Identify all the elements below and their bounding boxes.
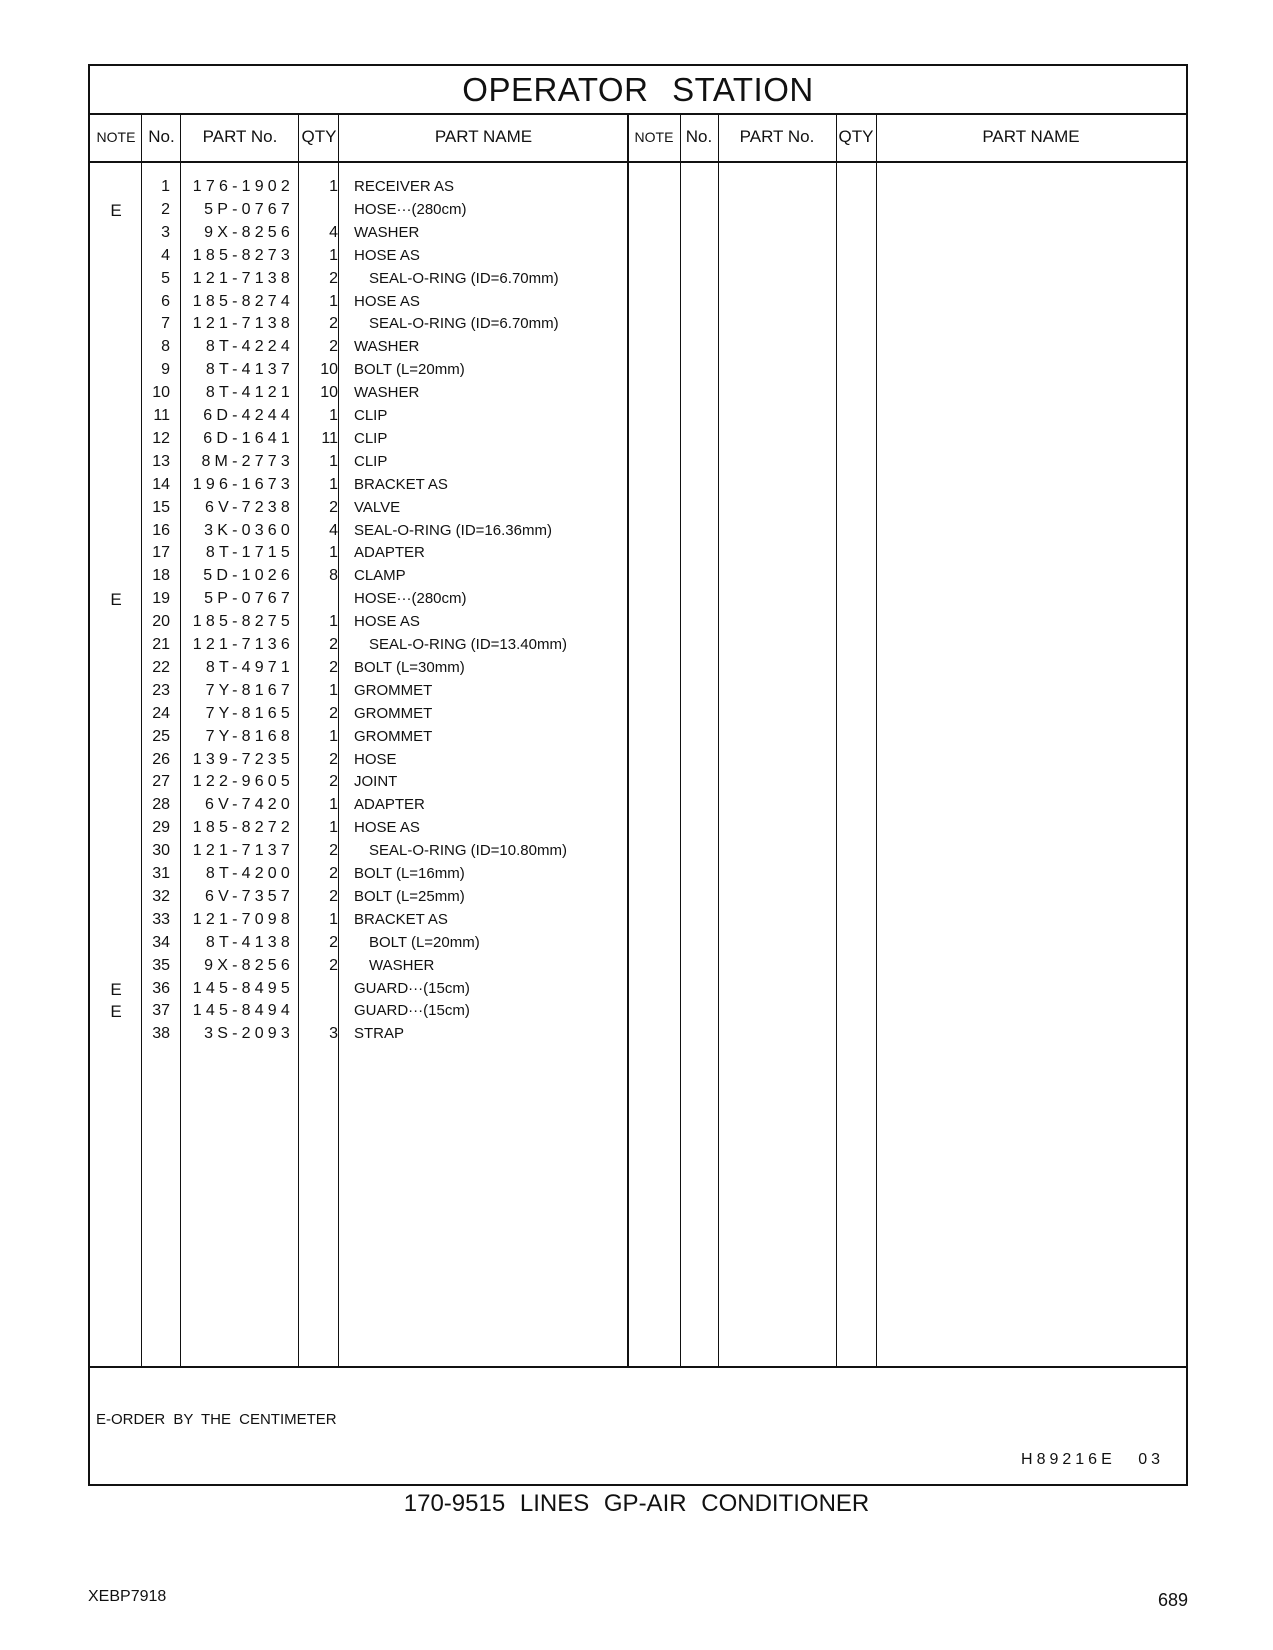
row-number: 23 (152, 681, 170, 699)
row-part-number: 7Y-8165 (205, 704, 294, 722)
row-part-number: 9X-8256 (204, 956, 294, 974)
page-title: OPERATOR STATION (90, 66, 1186, 115)
row-part-name: JOINT (354, 773, 398, 791)
row-part-name: BRACKET AS (354, 910, 448, 928)
row-part-number: 8T-4971 (205, 658, 294, 676)
figure-caption: 170-9515 LINES GP-AIR CONDITIONER (403, 1490, 870, 1517)
row-part-name: SEAL-O-RING (ID=6.70mm) (369, 269, 559, 287)
row-part-number: 6V-7357 (204, 887, 294, 905)
row-part-name: WASHER (369, 956, 435, 974)
row-part-number: 3S-2093 (204, 1025, 294, 1043)
row-quantity: 2 (329, 773, 338, 791)
table-row (90, 659, 650, 682)
row-part-number: 185-8272 (192, 819, 294, 837)
drawing-code: H89216E 03 (1021, 1451, 1164, 1468)
row-quantity: 2 (329, 636, 338, 653)
row-part-name: HOSE AS (354, 613, 420, 631)
row-number: 2 (161, 200, 170, 218)
row-part-number: 8T-4121 (205, 384, 294, 402)
row-quantity: 2 (329, 658, 338, 676)
row-note: E (110, 1002, 122, 1022)
table-row (90, 499, 650, 522)
row-number: 30 (152, 842, 170, 860)
row-part-name: HOSE AS (354, 246, 420, 264)
row-part-number: 8T-4138 (205, 933, 294, 951)
row-part-number: 185-8275 (192, 613, 294, 631)
row-number: 19 (152, 590, 170, 608)
row-part-number: 185-8273 (192, 246, 294, 264)
header-qty-left: QTY (301, 127, 337, 146)
row-quantity: 2 (329, 750, 338, 768)
row-part-name: GROMMET (354, 704, 433, 722)
row-part-name: CLIP (354, 429, 388, 447)
header-qty-right: QTY (838, 127, 874, 146)
row-quantity: 1 (329, 292, 338, 310)
table-row (90, 751, 650, 774)
row-part-name: WASHER (354, 338, 420, 356)
row-part-number: 5D-1026 (203, 567, 294, 585)
row-part-name: GROMMET (354, 727, 433, 745)
row-part-name: BOLT (L=30mm) (354, 658, 465, 676)
table-row (90, 270, 650, 293)
page-number: 689 (1157, 1590, 1188, 1610)
table-row (90, 1025, 650, 1048)
table-row (90, 773, 650, 796)
row-quantity: 2 (329, 338, 338, 356)
row-quantity: 1 (329, 819, 338, 837)
row-quantity: 1 (329, 681, 338, 699)
header-partno-right: PART No. (739, 127, 815, 146)
row-number: 18 (152, 567, 170, 585)
header-partno-left: PART No. (202, 127, 278, 146)
row-quantity: 1 (329, 544, 338, 562)
table-row (90, 705, 650, 728)
row-part-name: HOSE (354, 750, 397, 768)
row-part-name: ADAPTER (354, 796, 425, 814)
row-number: 20 (152, 613, 170, 631)
table-row (90, 293, 650, 316)
row-quantity: 8 (329, 567, 338, 585)
table-row (90, 865, 650, 888)
header-note-left: NOTE (96, 129, 136, 145)
table-row (90, 911, 650, 934)
row-number: 4 (161, 246, 170, 264)
table-row (90, 819, 650, 842)
row-part-number: 5P-0767 (204, 590, 294, 608)
row-quantity: 2 (329, 498, 338, 516)
row-number: 21 (152, 636, 170, 653)
row-part-number: 8M-2773 (201, 452, 294, 470)
row-number: 29 (152, 819, 170, 837)
row-number: 12 (152, 429, 170, 447)
row-number: 16 (152, 521, 170, 539)
row-number: 33 (152, 910, 170, 928)
row-part-name: VALVE (354, 498, 401, 516)
header-no-left: No. (148, 127, 175, 146)
row-number: 36 (152, 979, 170, 997)
row-part-number: 8T-4200 (205, 865, 294, 882)
row-part-number: 121-7138 (192, 269, 294, 287)
row-part-name: GUARD···(15cm) (354, 979, 470, 997)
parts-list (90, 163, 1186, 1368)
table-row (90, 476, 650, 499)
row-part-number: 145-8494 (192, 1002, 294, 1020)
row-part-number: 145-8495 (192, 979, 294, 997)
table-row (90, 384, 650, 407)
footnote: E-ORDER BY THE CENTIMETER (96, 1411, 337, 1428)
row-part-number: 7Y-8168 (205, 727, 294, 745)
row-part-name: BOLT (L=16mm) (354, 865, 465, 882)
row-number: 1 (161, 178, 170, 195)
row-number: 10 (152, 384, 170, 402)
row-part-name: CLAMP (354, 567, 406, 585)
row-quantity: 11 (321, 429, 338, 447)
row-part-name: BOLT (L=20mm) (354, 361, 465, 379)
row-part-name: SEAL-O-RING (ID=13.40mm) (369, 636, 567, 653)
table-row (90, 338, 650, 361)
table-row (90, 957, 650, 980)
row-part-name: BOLT (L=20mm) (369, 933, 480, 951)
row-part-name: ADAPTER (354, 544, 425, 562)
table-header (90, 113, 1186, 163)
row-number: 22 (152, 658, 170, 676)
row-part-name: HOSE AS (354, 292, 420, 310)
row-part-name: CLIP (354, 407, 388, 424)
row-part-number: 8T-4137 (205, 361, 294, 379)
table-row (90, 544, 650, 567)
row-quantity: 1 (329, 452, 338, 470)
row-quantity: 2 (329, 704, 338, 722)
table-row (90, 567, 650, 590)
header-partname-right: PART NAME (982, 127, 1080, 146)
row-number: 32 (152, 887, 170, 905)
row-number: 11 (153, 407, 170, 424)
row-number: 7 (161, 315, 170, 333)
row-quantity: 4 (329, 223, 338, 241)
row-note: E (110, 200, 122, 220)
table-row (90, 247, 650, 270)
row-number: 5 (161, 269, 170, 287)
table-row (90, 613, 650, 636)
row-quantity: 2 (329, 269, 338, 287)
row-part-name: BRACKET AS (354, 475, 448, 493)
row-number: 8 (161, 338, 170, 356)
row-quantity: 2 (329, 933, 338, 951)
row-part-number: 5P-0767 (204, 200, 294, 218)
row-part-number: 122-9605 (192, 773, 294, 791)
row-number: 26 (152, 750, 170, 768)
table-row (90, 315, 650, 338)
row-part-name: HOSE···(280cm) (354, 590, 467, 608)
row-quantity: 1 (329, 727, 338, 745)
row-quantity: 1 (329, 246, 338, 264)
row-number: 38 (152, 1025, 170, 1043)
row-part-number: 6D-1641 (203, 429, 294, 447)
row-quantity: 2 (329, 887, 338, 905)
table-row (90, 934, 650, 957)
row-part-number: 121-7138 (192, 315, 294, 333)
row-number: 6 (161, 292, 170, 310)
row-number: 24 (152, 704, 170, 722)
table-row (90, 888, 650, 911)
row-quantity: 1 (329, 613, 338, 631)
row-part-number: 176-1902 (192, 178, 294, 195)
row-part-number: 121-7136 (192, 636, 294, 653)
row-part-number: 6V-7238 (204, 498, 294, 516)
row-quantity: 1 (329, 178, 338, 195)
row-part-number: 139-7235 (192, 750, 294, 768)
row-part-name: HOSE···(280cm) (354, 200, 467, 218)
table-row (90, 590, 650, 613)
header-note-right: NOTE (634, 129, 674, 145)
row-quantity: 1 (329, 910, 338, 928)
row-part-number: 6V-7420 (204, 796, 294, 814)
row-part-name: BOLT (L=25mm) (354, 887, 465, 905)
row-part-number: 8T-1715 (205, 544, 294, 562)
row-number: 9 (161, 361, 170, 379)
table-row (90, 430, 650, 453)
row-part-number: 3K-0360 (204, 521, 294, 539)
table-row (90, 842, 650, 865)
row-part-number: 6D-4244 (203, 407, 294, 424)
row-part-name: WASHER (354, 223, 420, 241)
row-number: 17 (152, 544, 170, 562)
table-row (90, 682, 650, 705)
header-no-right: No. (685, 127, 713, 146)
row-number: 37 (152, 1002, 170, 1020)
row-part-number: 121-7098 (192, 910, 294, 928)
table-row (90, 453, 650, 476)
row-quantity: 2 (329, 865, 338, 882)
row-note: E (110, 979, 122, 999)
row-quantity: 1 (329, 796, 338, 814)
row-note: E (110, 590, 122, 610)
row-part-name: GROMMET (354, 681, 433, 699)
row-quantity: 4 (329, 521, 338, 539)
row-part-name: GUARD···(15cm) (354, 1002, 470, 1020)
row-part-name: RECEIVER AS (354, 178, 455, 195)
footer-divider (90, 1366, 1186, 1368)
table-row (90, 407, 650, 430)
table-row (90, 796, 650, 819)
row-part-number: 9X-8256 (204, 223, 294, 241)
row-part-number: 8T-4224 (205, 338, 294, 356)
row-number: 3 (161, 223, 170, 241)
row-part-number: 121-7137 (192, 842, 294, 860)
table-row (90, 636, 650, 659)
row-part-name: WASHER (354, 384, 420, 402)
row-number: 13 (152, 452, 170, 470)
table-row (90, 178, 650, 201)
row-quantity: 3 (329, 1025, 338, 1043)
table-row (90, 522, 650, 545)
row-number: 34 (152, 933, 170, 951)
row-quantity: 2 (329, 315, 338, 333)
row-part-name: HOSE AS (354, 819, 420, 837)
table-row (90, 224, 650, 247)
row-part-number: 185-8274 (192, 292, 294, 310)
row-number: 14 (152, 475, 170, 493)
header-partname-left: PART NAME (434, 127, 533, 146)
row-part-name: SEAL-O-RING (ID=16.36mm) (354, 521, 552, 539)
row-part-number: 7Y-8167 (205, 681, 294, 699)
row-quantity: 1 (329, 475, 338, 493)
table-row (90, 201, 650, 224)
row-part-name: SEAL-O-RING (ID=10.80mm) (369, 842, 567, 860)
row-part-name: STRAP (354, 1025, 405, 1043)
row-quantity: 2 (329, 842, 338, 860)
row-number: 28 (152, 796, 170, 814)
table-row (90, 1002, 650, 1025)
row-part-name: SEAL-O-RING (ID=6.70mm) (369, 315, 559, 333)
row-part-number: 196-1673 (192, 475, 294, 493)
row-number: 35 (152, 956, 170, 974)
document-id: XEBP7918 (88, 1588, 167, 1605)
table-row (90, 980, 650, 1003)
row-part-name: CLIP (354, 452, 388, 470)
parts-table-frame (88, 64, 1188, 1486)
row-number: 31 (152, 865, 170, 882)
row-quantity: 1 (329, 407, 338, 424)
row-number: 15 (152, 498, 170, 516)
row-quantity: 10 (320, 384, 338, 402)
row-number: 27 (152, 773, 170, 791)
row-quantity: 10 (320, 361, 338, 379)
row-quantity: 2 (329, 956, 338, 974)
row-number: 25 (152, 727, 170, 745)
table-row (90, 361, 650, 384)
table-row (90, 728, 650, 751)
